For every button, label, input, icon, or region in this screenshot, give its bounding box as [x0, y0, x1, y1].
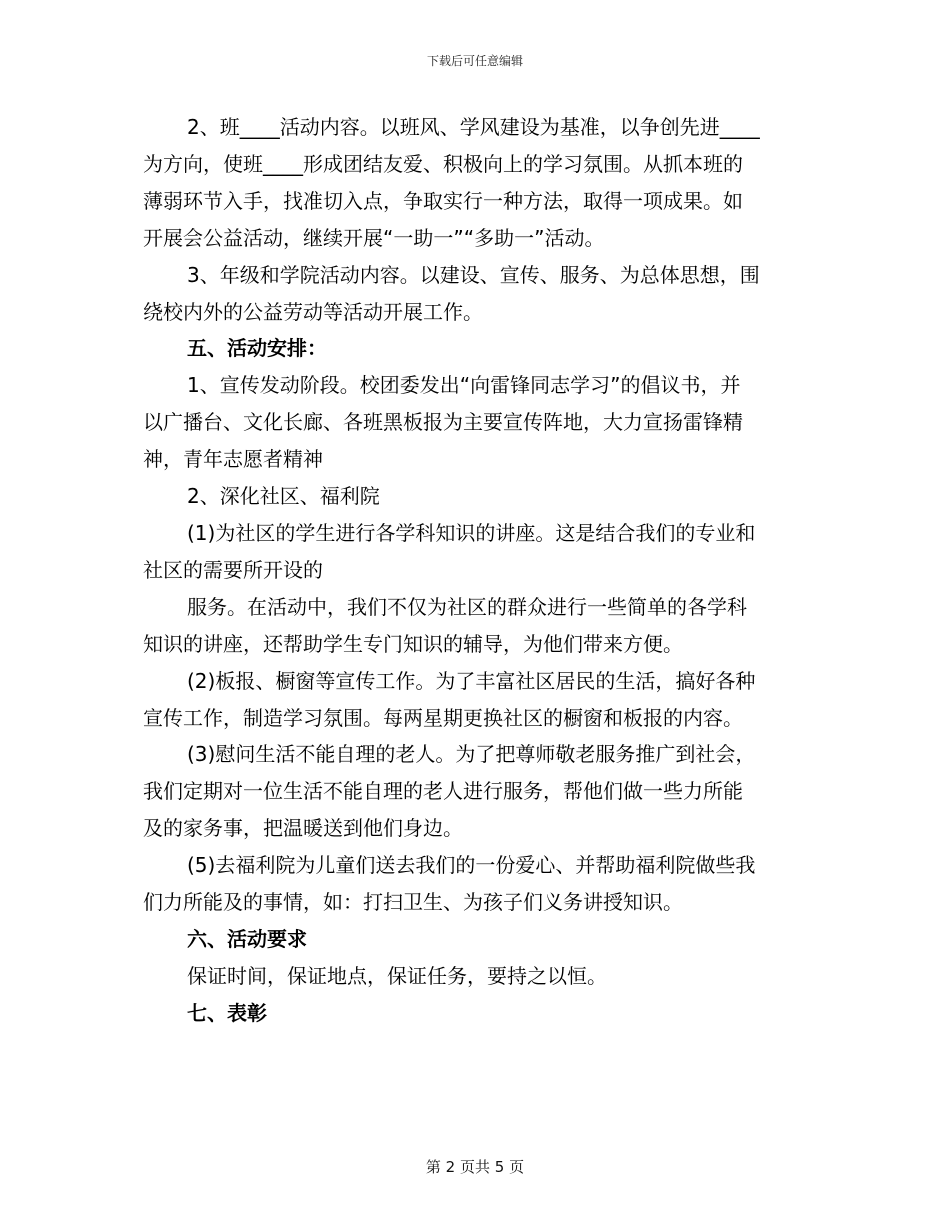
- text-line: 服务。在活动中，我们不仅为社区的群众进行一些简单的各学科: [187, 594, 747, 619]
- text-line: 们力所能及的事情，如：打扫卫生、为孩子们义务讲授知识。: [143, 890, 683, 915]
- text-line: (3)慰问生活不能自理的老人。为了把尊师敬老服务推广到社会，: [187, 742, 756, 767]
- text-line: 知识的讲座，还帮助学生专门知识的辅导，为他们带来方便。: [143, 631, 683, 656]
- text-line: 宣传工作，制造学习氛围。每两星期更换社区的橱窗和板报的内容。: [143, 705, 743, 730]
- text-line: 社区的需要所开设的: [143, 557, 323, 582]
- text-line: 开展会公益活动，继续开展“一助一”“多助一”活动。: [143, 225, 605, 250]
- text-line: (2)板报、橱窗等宣传工作。为了丰富社区居民的生活，搞好各种: [187, 668, 756, 693]
- section-heading: 七、表彰: [187, 1000, 267, 1025]
- section-heading: 六、活动要求: [187, 926, 307, 951]
- text-line: (5)去福利院为儿童们送去我们的一份爱心、并帮助福利院做些我: [187, 853, 756, 878]
- text-line: 神，青年志愿者精神: [143, 447, 323, 472]
- text-line: 1、宣传发动阶段。校团委发出“向雷锋同志学习”的倡议书，并: [187, 373, 741, 398]
- text-line: 3、年级和学院活动内容。以建设、宣传、服务、为总体思想，围: [187, 262, 760, 287]
- text-line: 及的家务事，把温暖送到他们身边。: [143, 816, 463, 841]
- text-line: 2、深化社区、福利院: [187, 484, 380, 509]
- text-line: 绕校内外的公益劳动等活动开展工作。: [143, 299, 483, 324]
- text-line: 为方向，使班____形成团结友爱、积极向上的学习氛围。从抓本班的: [143, 151, 743, 176]
- text-line: (1)为社区的学生进行各学科知识的讲座。这是结合我们的专业和: [187, 520, 756, 545]
- text-line: 我们定期对一位生活不能自理的老人进行服务，帮他们做一些力所能: [143, 779, 743, 804]
- section-heading: 五、活动安排：: [187, 336, 327, 361]
- text-line: 薄弱环节入手，找准切入点，争取实行一种方法，取得一项成果。如: [143, 188, 743, 213]
- page-footer: 第 2 页共 5 页: [425, 1158, 525, 1176]
- page-header: 下载后可任意编辑: [426, 54, 523, 68]
- document-body: [143, 109, 808, 1032]
- text-line: 2、班____活动内容。以班风、学风建设为基准，以争创先进____: [187, 115, 760, 139]
- text-line: 以广播台、文化长廊、各班黑板报为主要宣传阵地，大力宣扬雷锋精: [143, 410, 743, 435]
- text-line: 保证时间，保证地点，保证任务，要持之以恒。: [187, 963, 607, 988]
